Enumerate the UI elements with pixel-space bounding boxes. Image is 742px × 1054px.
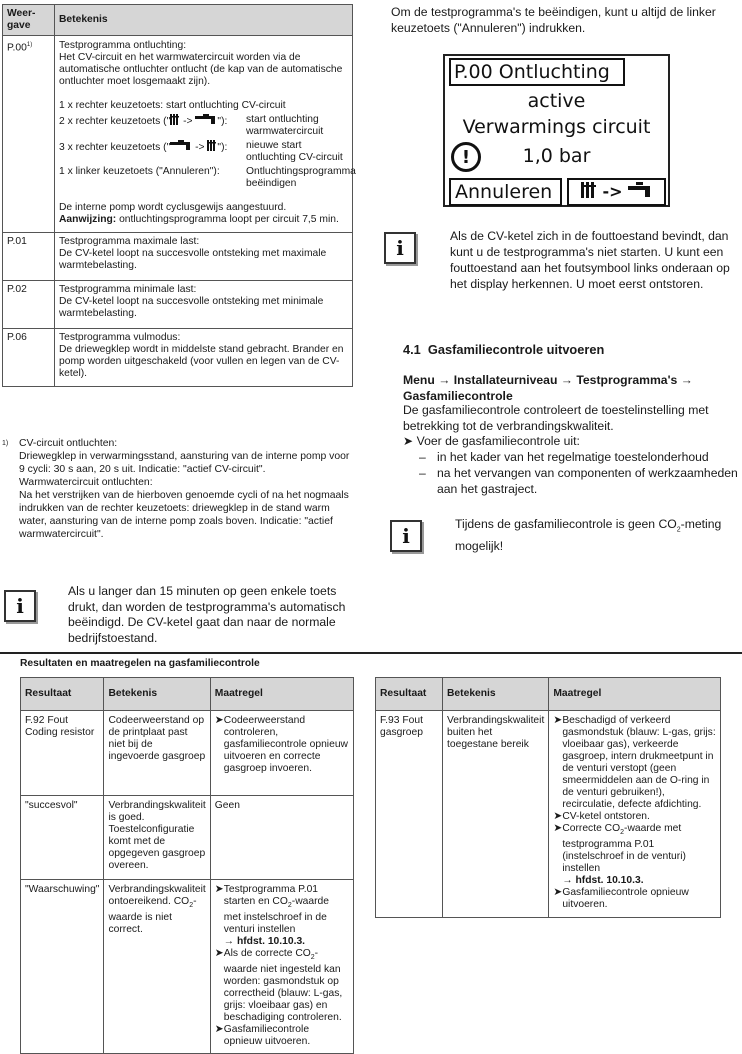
footnote-cv-title: CV-circuit ontluchten: xyxy=(19,438,118,449)
info-icon: i xyxy=(4,590,36,622)
boiler-display xyxy=(443,54,670,207)
header-measure: Maatregel xyxy=(549,678,721,711)
note-timeout: Als u langer dan 15 minuten op geen enkele toets drukt, dan worden de testprogramma's automatisch beëindigd. De CV-ketel gaat dan naar de normale bedrijfstoestand. xyxy=(68,584,346,645)
header-meaning: Betekenis xyxy=(443,678,549,711)
step-3: 3 x rechter keuzetoets (" -> "): nieuwe start ontluchting CV-circuit xyxy=(59,140,343,163)
header-result: Resultaat xyxy=(21,678,104,711)
result-cell: "succesvol" xyxy=(21,796,104,880)
table-row xyxy=(21,796,354,880)
display-status: active xyxy=(527,90,586,112)
arrow-bullet-icon: ➤ xyxy=(403,434,414,448)
tap-icon xyxy=(170,140,192,155)
tap-icon xyxy=(195,114,217,129)
results-table-left xyxy=(20,677,354,1054)
info-icon: i xyxy=(390,520,422,552)
header-display: Weer- gave xyxy=(3,5,55,36)
radiator-icon xyxy=(207,140,217,155)
meaning-cell: Testprogramma vulmodus: De driewegklep wordt in middelste stand gebracht. Brander en pomp worden uitgeschakeld (voor vullen en legen van de CV-ketel). xyxy=(55,329,353,387)
table-row xyxy=(376,711,721,918)
p00-desc: Het CV-circuit en het warmwatercircuit worden via de automatische ontluchter ontlucht (de kap van de automatische ontluchter moet losgemaakt zijn). xyxy=(59,52,343,87)
header-measure: Maatregel xyxy=(210,678,353,711)
table-row-p02 xyxy=(3,281,353,329)
result-cell: F.93 Fout gasgroep xyxy=(376,711,443,918)
table-row-p00 xyxy=(3,36,353,233)
sub-item: – na het vervangen van componenten of werkzaamheden aan het gastraject. xyxy=(419,466,738,496)
divider xyxy=(0,652,742,654)
code-cell: P.01 xyxy=(3,233,55,281)
measure-cell: Geen xyxy=(210,796,353,880)
p00-pump: De interne pomp wordt cyclusgewijs aangestuurd. xyxy=(59,202,287,213)
p00-title: Testprogramma ontluchting: xyxy=(59,40,187,51)
fault-icon: ! xyxy=(451,142,481,172)
chapter-ref: → hfdst. 10.10.3. xyxy=(562,875,644,887)
result-cell: F.92 Fout Coding resistor xyxy=(21,711,104,796)
footnote-cv-text: Driewegklep in verwarmingsstand, aansturing van de interne pomp voor 9 cycli: 30 s aan, 20 s uit. Indicatie: "actief CV-circuit". xyxy=(19,451,350,475)
radiator-icon xyxy=(170,114,180,129)
footnote-ww-title: Warmwatercircuit ontluchten: xyxy=(19,477,153,488)
table-row xyxy=(21,711,354,796)
step-1: 1 x rechter keuzetoets: start ontluchting CV-circuit xyxy=(59,100,286,111)
step-4: 1 x linker keuzetoets ("Annuleren"): Ontluchtingsprogramma beëindigen xyxy=(59,166,356,189)
results-table-right xyxy=(375,677,721,918)
sub-item: – in het kader van het regelmatige toestelonderhoud xyxy=(419,450,709,464)
table-row xyxy=(21,880,354,1054)
meaning-cell: Testprogramma maximale last: De CV-ketel loopt na succesvolle ontsteking met maximale warmtebelasting. xyxy=(55,233,353,281)
info-icon: i xyxy=(384,232,416,264)
table-header-row xyxy=(21,678,354,711)
step-2: 2 x rechter keuzetoets (" -> "): start ontluchting warmwatercircuit xyxy=(59,114,324,137)
radiator-icon xyxy=(581,181,597,205)
table-header-row xyxy=(376,678,721,711)
cancel-button[interactable]: Annuleren xyxy=(449,178,562,206)
code-cell: P.06 xyxy=(3,329,55,387)
meaning-cell: Testprogramma minimale last: De CV-ketel loopt na succesvolle ontsteking met minimale warmtebelasting. xyxy=(55,281,353,329)
tap-icon xyxy=(628,181,652,205)
arrow-label: -> xyxy=(602,182,623,201)
header-meaning: Betekenis xyxy=(104,678,210,711)
p00-hint: Aanwijzing: ontluchtingsprogramma loopt per circuit 7,5 min. xyxy=(59,214,339,225)
measure-cell: ➤ Testprogramma P.01 starten en $CO_2$-waarde met instelschroef in de venturi instellen → hfdst. 10.10.3. ➤ Als de correcte $CO_2$-waarde niet ingesteld kan worden: gasmondstuk op correctheid (blauw: L-gas, grijs: vloeibaar gas) en beschadiging controleren. ➤ Gasfamiliecontrole opnieuw uitvoeren. xyxy=(210,880,353,1054)
meaning-cell: Verbrandingskwaliteit buiten het toegestane bereik xyxy=(443,711,549,918)
measure-cell: ➤ Codeerweerstand controleren, gasfamiliecontrole opnieuw uitvoeren en correcte gasgroep invoeren. xyxy=(210,711,353,796)
intro-text: Om de testprogramma's te beëindigen, kunt u altijd de linker keuzetoets ("Annuleren") indrukken. xyxy=(391,5,716,35)
footnote-ww-text: Na het verstrijken van de hierboven genoemde cycli of na het nogmaals indrukken van de rechter keuzetoets: driewegklep in de stand warm water, aansturing van de interne pomp zoals boven. Indicatie: "actief warmwatercircuit". xyxy=(19,490,349,540)
test-program-table xyxy=(2,4,356,387)
result-cell: "Waarschuwing" xyxy=(21,880,104,1054)
display-circuit: Verwarmings circuit xyxy=(462,116,651,138)
header-result: Resultaat xyxy=(376,678,443,711)
results-title: Resultaten en maatregelen na gasfamiliecontrole xyxy=(20,658,260,669)
note-co2: Tijdens de gasfamiliecontrole is geen $CO_2$-meting mogelijk! xyxy=(455,517,722,554)
next-circuit-button[interactable] xyxy=(567,178,666,206)
meaning-cell: Verbrandingskwaliteit is goed. Toestelconfiguratie komt met de opgegeven gasgroep overeen. xyxy=(104,796,210,880)
section-desc: De gasfamiliecontrole controleert de toestelinstelling met betrekking tot de verbrandingskwaliteit. xyxy=(403,403,709,433)
chapter-ref: → hfdst. 10.10.3. xyxy=(223,936,306,948)
meaning-cell xyxy=(55,36,356,233)
header-meaning: Betekenis xyxy=(55,5,353,36)
note-fault-state: Als de CV-ketel zich in de fouttoestand bevindt, dan kunt u de testprogramma's niet starten. U kunt een fouttoestand aan het foutsymbool links onderaan op het display herkennen. U moet eerst ontstoren. xyxy=(450,229,730,291)
menu-path: Menu → Installateurniveau → Testprogramma's → Gasfamiliecontrole xyxy=(403,373,693,403)
section-heading: 4.1 Gasfamiliecontrole uitvoeren xyxy=(403,342,605,357)
footnote-mark: 1) xyxy=(2,440,9,447)
code-cell: P.00$^{1)}$ xyxy=(3,36,55,233)
meaning-cell: Verbrandingskwaliteit ontoereikend. $CO_2$-waarde is niet correct. xyxy=(104,880,210,1054)
display-title: P.00 Ontluchting xyxy=(449,58,625,86)
display-pressure: 1,0 bar xyxy=(522,145,591,167)
table-header-row xyxy=(3,5,353,36)
code-cell: P.02 xyxy=(3,281,55,329)
footnote xyxy=(2,437,354,541)
table-row-p01 xyxy=(3,233,353,281)
table-row-p06 xyxy=(3,329,353,387)
measure-cell: ➤ Beschadigd of verkeerd gasmondstuk (blauw: L-gas, grijs: vloeibaar gas), verkeerde gasgroep, intern drukmeetpunt in de venturi verstopt (geen smeermiddelen aan de O-ring in de venturi gebruiken!), recirculatie, defecte afdichting. ➤ CV-ketel ontstoren. ➤ Correcte $CO_2$-waarde met testprogramma P.01 (instelschroef in de venturi) instellen → hfdst. 10.10.3. ➤ Gasfamiliecontrole opnieuw uitvoeren. xyxy=(549,711,721,918)
meaning-cell: Codeerweerstand op de printplaat past niet bij de ingevoerde gasgroep xyxy=(104,711,210,796)
bullet-item: ➤ Voer de gasfamiliecontrole uit: xyxy=(403,434,580,448)
